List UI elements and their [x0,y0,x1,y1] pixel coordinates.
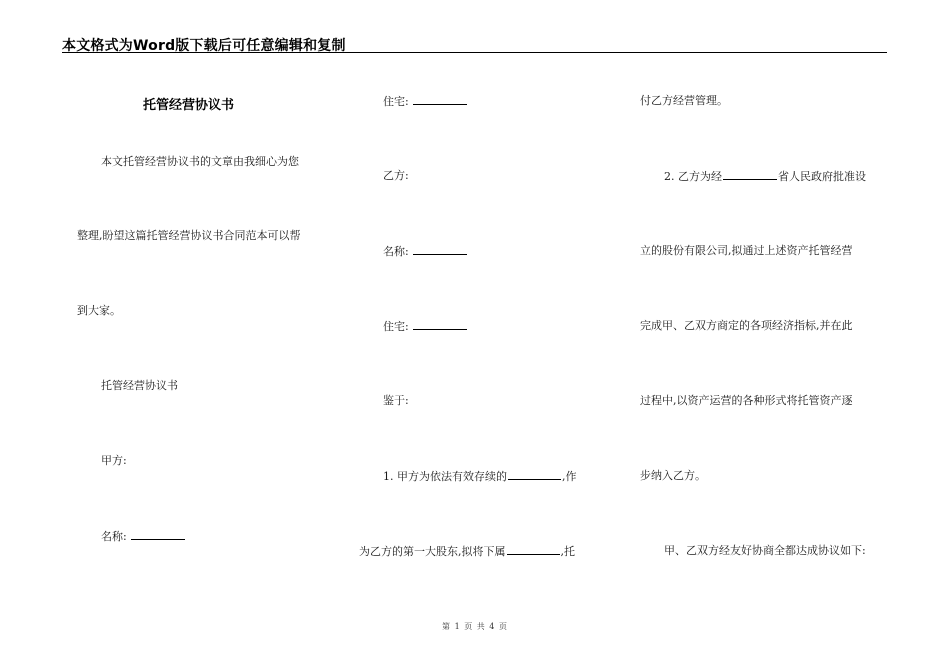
agreement-lead-in: 甲、乙双方经友好协商全都达成协议如下: [664,544,866,557]
clause-2-text-b: 省人民政府批准设 [778,170,866,183]
whereas-label: 鉴于: [383,394,409,407]
clause-2-text-a: 2. 乙方为经 [664,170,722,183]
party-a-label: 甲方: [101,454,127,467]
clause-1-blank-1 [508,469,561,480]
clause-1-text-d: ,托 [560,545,575,558]
party-b-name-label: 名称: [383,245,409,258]
party-b-address-field [383,319,468,333]
page-header: 本文格式为Word版下载后可任意编辑和复制 [62,38,346,54]
party-a-name-label: 名称: [101,530,127,543]
clause-2-blank [723,169,777,180]
party-b-name-blank [413,244,467,255]
party-b-label: 乙方: [383,169,409,182]
party-a-name-field [101,529,186,543]
party-b-address-blank [413,319,467,330]
clause-1-text-a: 1. 甲方为依法有效存续的 [383,470,507,483]
intro-line-3: 到大家。 [77,304,121,317]
header-divider [62,52,887,53]
clause-1-line-2 [359,544,575,558]
clause-2-line-5: 步纳入乙方。 [640,469,706,482]
party-b-address-label: 住宅: [383,320,409,333]
intro-line-1: 本文托管经营协议书的文章由我细心为您 [101,155,299,168]
intro-line-2: 整理,盼望这篇托管经营协议书合同范本可以帮 [77,229,301,242]
party-a-address-label: 住宅: [383,95,409,108]
page-number: 第 1 页 共 4 页 [442,622,508,631]
clause-1-text-b: ,作 [562,470,577,483]
party-b-name-field [383,244,468,258]
clause-1-blank-2 [507,544,560,555]
clause-2-line-4: 过程中,以资产运营的各种形式将托管资产逐 [640,394,853,407]
agreement-subtitle: 托管经营协议书 [101,379,178,392]
clause-1-line-1 [383,469,577,483]
clause-2-line-3: 完成甲、乙双方商定的各项经济指标,并在此 [640,319,853,332]
clause-1-continuation: 付乙方经营管理。 [640,94,728,107]
document-title: 托管经营协议书 [143,98,235,113]
party-a-address-blank [413,94,467,105]
party-a-name-blank [131,529,185,540]
party-a-address-field [383,94,468,108]
clause-2-line-1 [664,169,866,183]
clause-2-line-2: 立的股份有限公司,拟通过上述资产托管经营 [640,244,853,257]
clause-1-text-c: 为乙方的第一大股东,拟将下属 [359,545,506,558]
